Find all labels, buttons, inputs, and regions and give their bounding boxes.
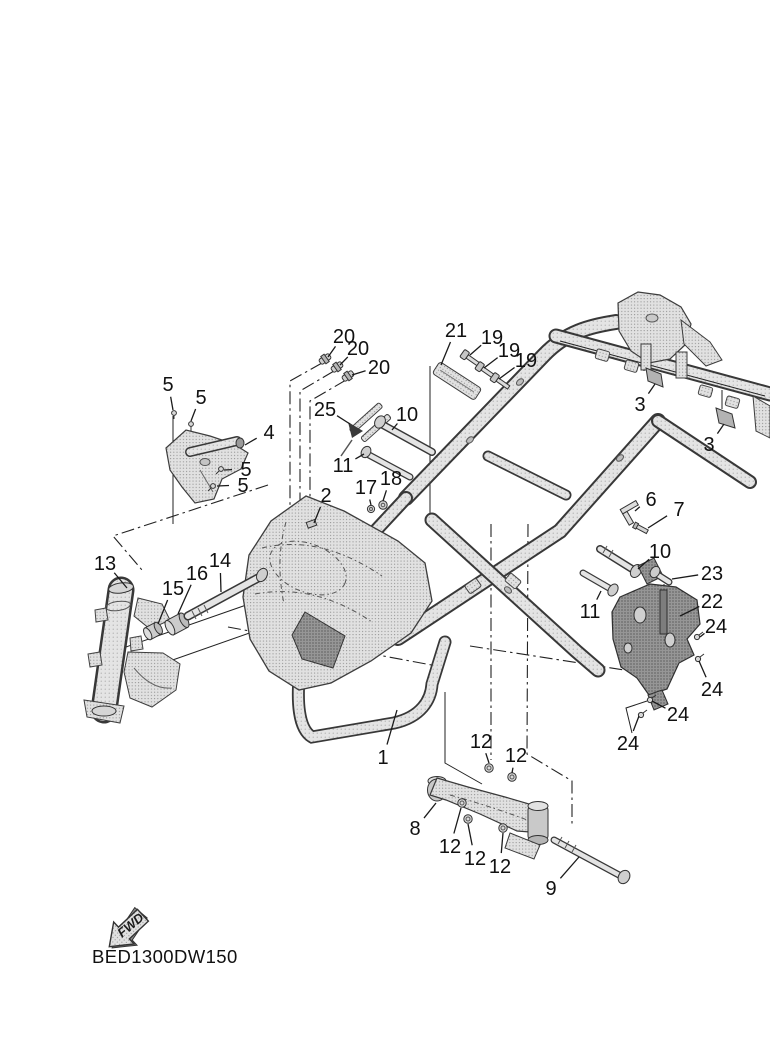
callout-10 <box>392 404 418 430</box>
callout-number: 12 <box>488 856 512 878</box>
leader-line <box>635 507 640 511</box>
callout-number: 11 <box>579 601 601 623</box>
floor-panel-part <box>243 496 432 690</box>
callout-12 <box>505 745 527 773</box>
bracket-4-part <box>166 430 248 503</box>
callout-number: 20 <box>367 357 391 379</box>
callout-number: 18 <box>379 468 403 490</box>
callout-number: 24 <box>700 679 724 701</box>
callout-number: 17 <box>354 477 378 499</box>
callout-number: 1 <box>377 747 389 769</box>
callout-number: 12 <box>469 731 493 753</box>
callout-number: 5 <box>240 459 252 481</box>
bolt-9-part <box>554 837 632 886</box>
fwd-label: FWD <box>114 909 147 941</box>
callout-number: 3 <box>703 434 715 456</box>
callout-6 <box>635 489 657 511</box>
callout-3 <box>703 424 724 456</box>
leader-line <box>454 808 461 834</box>
callout-number: 12 <box>463 848 487 870</box>
bracket-21-part <box>432 362 482 401</box>
callout-11 <box>580 591 601 623</box>
bolt-10-lower-part <box>600 546 644 580</box>
callout-14 <box>209 550 231 592</box>
callout-3 <box>634 384 655 416</box>
callout-number: 24 <box>616 733 640 755</box>
callout-number: 5 <box>162 374 174 396</box>
drawing-code: BED1300DW150 <box>92 946 238 967</box>
callout-number: 12 <box>504 745 528 767</box>
callout-number: 11 <box>332 455 354 477</box>
callout-number: 9 <box>545 878 557 900</box>
leader-line <box>191 409 196 421</box>
leader-line <box>648 384 655 394</box>
leader-line <box>245 438 257 445</box>
callout-number: 23 <box>700 563 724 585</box>
callout-number: 24 <box>704 616 728 638</box>
head-tube-part <box>84 581 180 723</box>
leader-line <box>370 500 371 505</box>
leader-line <box>470 345 481 355</box>
callout-number: 15 <box>161 578 185 600</box>
leader-line <box>717 424 724 434</box>
callout-20 <box>352 357 390 379</box>
callout-number: 5 <box>195 387 207 409</box>
callout-number: 3 <box>634 394 646 416</box>
callout-8 <box>409 803 436 840</box>
callout-number: 19 <box>514 350 538 372</box>
callout-number: 19 <box>480 327 504 349</box>
callout-number: 20 <box>332 326 356 348</box>
callout-number: 13 <box>93 553 117 575</box>
callout-12 <box>464 824 486 870</box>
leader-line <box>512 768 513 773</box>
callout-5 <box>162 374 173 410</box>
callout-12 <box>439 808 461 858</box>
callout-11 <box>333 454 364 477</box>
leader-line <box>217 485 229 486</box>
callout-number: 7 <box>673 499 685 521</box>
leader-line <box>699 661 706 677</box>
callout-number: 14 <box>208 550 232 572</box>
callout-number: 25 <box>313 399 337 421</box>
bracket-22-part <box>612 558 700 710</box>
leader-line <box>501 833 503 853</box>
callout-24 <box>699 661 723 701</box>
leader-line <box>352 371 366 375</box>
callout-9 <box>545 857 579 900</box>
bolt-11-lower-part <box>583 573 620 598</box>
callout-number: 22 <box>700 591 724 613</box>
rear-bracket-cluster <box>618 292 770 438</box>
callout-17 <box>355 477 377 505</box>
leader-line <box>337 416 350 424</box>
callout-23 <box>672 563 723 585</box>
callout-number: 20 <box>346 338 370 360</box>
leader-line <box>171 397 173 410</box>
callout-number: 10 <box>648 541 672 563</box>
callout-number: 5 <box>237 475 249 497</box>
leader-line <box>486 753 489 763</box>
nut-17-part <box>367 505 374 512</box>
callout-number: 6 <box>645 489 657 511</box>
leader-line <box>441 342 450 365</box>
callout-number: 12 <box>438 836 462 858</box>
callout-5 <box>191 387 207 421</box>
leader-line <box>484 358 498 368</box>
clip-6-part <box>620 501 645 526</box>
leader-line <box>560 857 579 878</box>
callout-number: 2 <box>320 485 332 507</box>
bolt-18-part <box>379 501 387 509</box>
leader-line <box>672 575 698 579</box>
callout-number: 10 <box>395 404 419 426</box>
leader-line <box>468 824 472 845</box>
callout-25 <box>314 399 350 424</box>
callout-number: 4 <box>263 422 275 444</box>
leader-line <box>424 803 436 818</box>
leader-line <box>220 573 221 592</box>
callout-24 <box>700 616 727 638</box>
callout-number: 24 <box>666 704 690 726</box>
callout-number: 16 <box>185 563 209 585</box>
callout-number: 21 <box>444 320 468 342</box>
callout-12 <box>470 731 492 763</box>
callout-24 <box>617 716 639 755</box>
callout-number: 8 <box>409 818 421 840</box>
callout-4 <box>245 422 275 445</box>
leader-line <box>648 516 667 528</box>
leader-line <box>597 591 601 600</box>
leader-line <box>383 490 386 501</box>
callout-number: 19 <box>497 340 521 362</box>
leader-line <box>633 716 639 731</box>
bolt-7-part <box>633 522 649 534</box>
